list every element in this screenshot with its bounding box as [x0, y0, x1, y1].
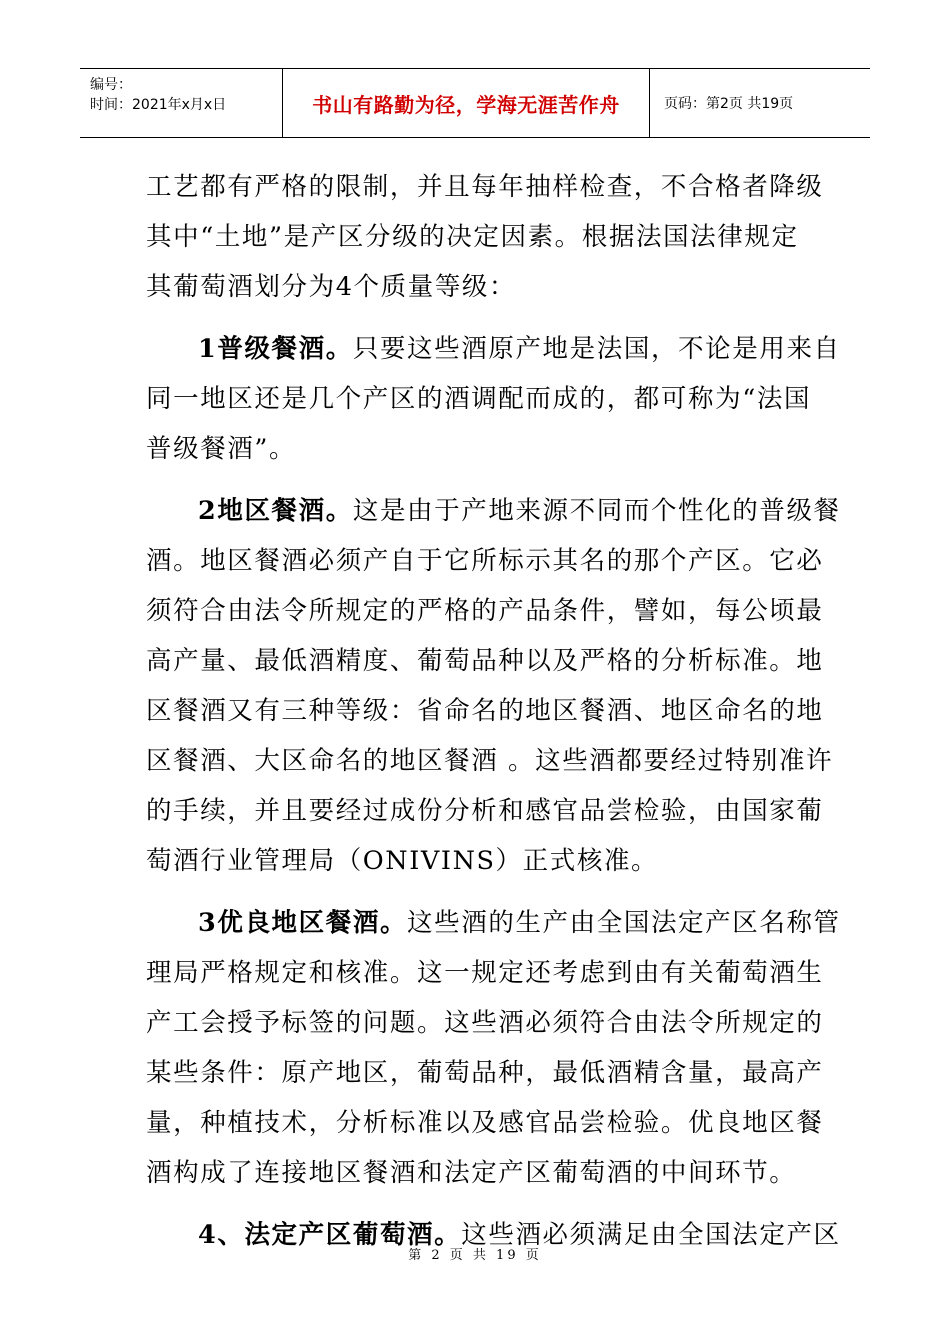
- grade-text: 只要这些酒原产地是法国，不论是用来自: [352, 334, 841, 364]
- grade-heading: 3优良地区餐酒。: [198, 908, 408, 938]
- page-label: 页码：第2页 共19页: [664, 96, 794, 112]
- text-line: [146, 898, 841, 948]
- text-line: 其中“土地”是产区分级的决定因素。根据法国法律规定: [146, 222, 799, 252]
- grade-heading: 2地区餐酒。: [198, 496, 353, 526]
- document-body: [146, 162, 841, 1260]
- text-line: 理局严格规定和核准。这一规定还考虑到由有关葡萄酒生: [146, 958, 824, 988]
- header-page: [650, 69, 870, 137]
- text-line: [146, 324, 841, 374]
- text-line: 区餐酒又有三种等级：省命名的地区餐酒、地区命名的地: [146, 696, 824, 726]
- text-line: 某些条件：原产地区，葡萄品种，最低酒精含量，最高产: [146, 1058, 824, 1088]
- paragraph-grade-2: [146, 486, 841, 886]
- grade-text: 这是由于产地来源不同而个性化的普级餐: [352, 496, 841, 526]
- grade-text: 这些酒必须满足由全国法定产区: [461, 1220, 841, 1250]
- header-motto: [283, 69, 650, 137]
- paragraph-grade-3: [146, 898, 841, 1198]
- page-header: [80, 68, 870, 138]
- paragraph-grade-1: [146, 324, 841, 474]
- text-line: 须符合由法令所规定的严格的产品条件，譬如，每公顷最: [146, 596, 824, 626]
- text-line: 的手续，并且要经过成份分析和感官品尝检验，由国家葡: [146, 796, 824, 826]
- text-line: 萄酒行业管理局（ONIVINS）正式核准。: [146, 846, 659, 876]
- text-line: 工艺都有严格的限制，并且每年抽样检查，不合格者降级: [146, 172, 824, 202]
- grade-heading: 4、法定产区葡萄酒。: [198, 1220, 462, 1250]
- text-line: 高产量、最低酒精度、葡萄品种以及严格的分析标准。地: [146, 646, 824, 676]
- text-line: 量，种植技术，分析标准以及感官品尝检验。优良地区餐: [146, 1108, 824, 1138]
- text-line: 区餐酒、大区命名的地区餐酒 。这些酒都要经过特别准许: [146, 746, 834, 776]
- text-line: 酒构成了连接地区餐酒和法定产区葡萄酒的中间环节。: [146, 1158, 797, 1188]
- grade-heading: 1普级餐酒。: [198, 334, 353, 364]
- time-label: 时间：2021年x月x日: [90, 97, 227, 113]
- text-line: 普级餐酒”。: [146, 434, 297, 464]
- text-line: 酒。地区餐酒必须产自于它所标示其名的那个产区。它必: [146, 546, 824, 576]
- text-line: 产工会授予标签的问题。这些酒必须符合由法令所规定的: [146, 1008, 824, 1038]
- text-line: 其葡萄酒划分为4个质量等级：: [146, 272, 517, 302]
- header-meta: [80, 69, 283, 137]
- number-label: 编号：: [90, 77, 132, 93]
- grade-text: 这些酒的生产由全国法定产区名称管: [407, 908, 841, 938]
- text-line: 同一地区还是几个产区的酒调配而成的，都可称为“法国: [146, 384, 812, 414]
- page-footer: 第 2 页 共 19 页: [408, 1248, 542, 1263]
- paragraph-intro: [146, 162, 824, 312]
- motto-text: 书山有路勤为径，学海无涯苦作舟: [312, 92, 620, 117]
- text-line: [146, 486, 841, 536]
